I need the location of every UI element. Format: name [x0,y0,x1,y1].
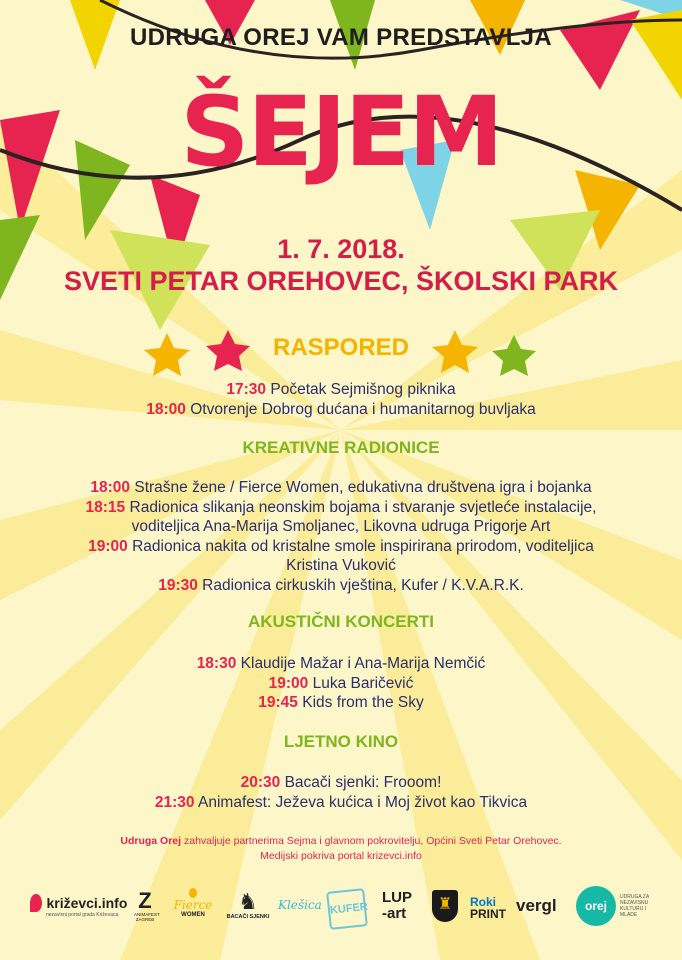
schedule-heading: RASPORED [272,334,410,361]
concerts-list [0,654,682,713]
coat-of-arms-icon: ♜ [432,890,458,922]
bacaci-sjenki-logo: ♞ BACAČI SJENKI [222,890,274,920]
footer-org: Udruga Orej [120,835,182,847]
workshops-list [0,478,682,595]
presenter-line: UDRUGA OREJ VAM PREDSTAVLJA [130,24,552,51]
event-venue: SVETI PETAR OREHOVEC, ŠKOLSKI PARK [63,266,619,296]
pin-icon [30,894,42,912]
orej-logo: orej [576,886,616,926]
workshop-item: 18:00 Strašne žene / Fierce Women, edukativna društvena igra i bojanka [90,479,592,496]
concert-item: 18:30 Klaudije Mažar i Ana-Marija Nemčić [196,655,486,672]
horse-icon: ♞ [238,889,258,914]
event-date: 1. 7. 2018. [277,234,405,264]
vergl-logo: vergl [516,896,557,915]
sponsor-logos [30,884,660,936]
concert-item: 19:45 Kids from the Sky [258,694,424,711]
cinema-list [0,773,682,812]
lup-art-logo: LUP -art [382,889,412,922]
klasica-logo: Klešica [278,898,322,912]
concerts-heading: AKUSTIČNI KONCERTI [247,612,435,631]
animafest-logo: Z ANIMAFEST ZAGREB [134,888,160,922]
schedule-list [0,380,682,419]
event-title: ŠEJEM [180,76,502,188]
cinema-heading: LJETNO KINO [283,732,399,751]
workshop-item-cont: voditeljica Ana-Marija Smoljanec, Likovna udruga Prigorje Art [131,518,551,535]
cinema-item: 20:30 Bacači sjenki: Frooom! [240,774,442,791]
kufer-logo: KUFER [326,888,368,930]
roki-print-logo: Roki PRINT [470,895,506,921]
workshop-item: 19:00 Radionica nakita od kristalne smole inspirirana prirodom, voditeljica [88,537,594,555]
workshop-item: 18:15 Radionica slikanja neonskim bojama i stvaranje svjetleće instalacije, [85,498,597,516]
workshop-item: 19:30 Radionica cirkuskih vještina, Kufer / K.V.A.R.K. [158,576,524,594]
footer-credits: Udruga Orej zahvaljuje partnerima Sejma i glavnom pokrovitelju, Općini Sveti Petar Orehovec. Medijski pokriva portal krizevci.info [120,835,562,862]
krizevci-logo: križevci.info nezavisni portal grada Križevaca [30,894,127,918]
orej-logo-caption: UDRUGA ZA NEZAVISNU KULTURU I MLADE [620,894,649,918]
schedule-item: 18:00 Otvorenje Dobrog dućana i humanitarnog buvljaka [146,400,536,418]
cinema-item: 21:30 Animafest: Ježeva kućica i Moj život kao Tikvica [154,793,528,811]
workshop-item-cont: Kristina Vuković [286,557,396,574]
schedule-item: 17:30 Početak Sejmišnog piknika [226,381,456,398]
workshops-heading: KREATIVNE RADIONICE [242,438,440,457]
fierce-women-logo: Fierce WOMEN [170,888,216,918]
flame-icon [189,888,197,898]
concert-item: 19:00 Luka Baričević [268,674,414,692]
